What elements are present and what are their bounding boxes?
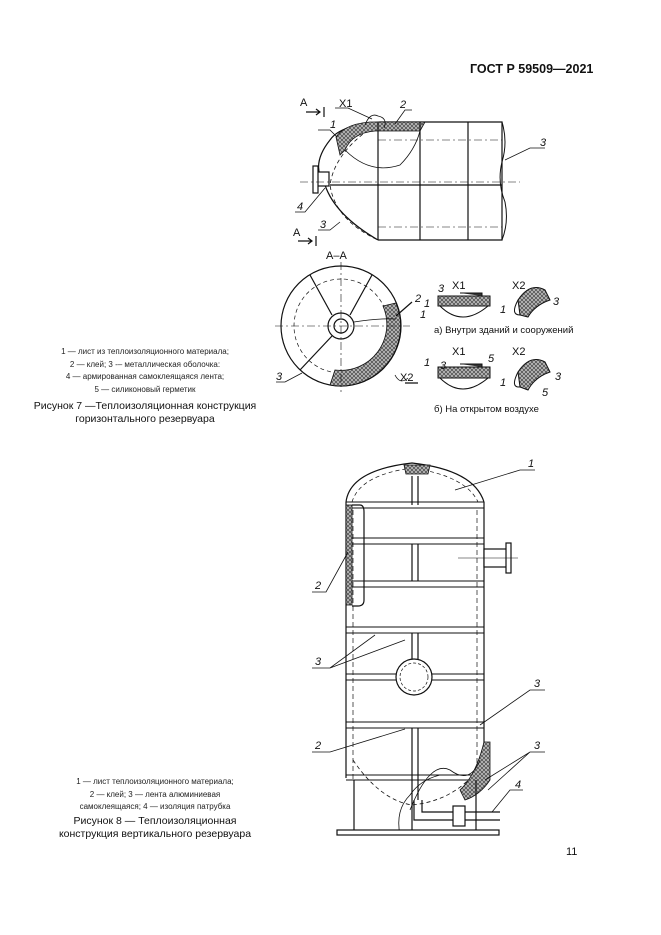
callout-2-section: 2 (415, 293, 422, 305)
legend-line: 1 — лист из теплоизоляционного материала; (61, 347, 229, 356)
callout-3-section: 3 (276, 371, 283, 383)
detail-b-x2-callout-5: 5 (542, 387, 549, 399)
detail-a-x2-callout-3: 3 (553, 296, 560, 308)
callout-4: 4 (297, 201, 304, 213)
detail-a-callout-3: 3 (438, 283, 445, 295)
callout-3b: 3 (320, 219, 327, 231)
caption-line: конструкция вертикального резервуара (58, 828, 252, 840)
callout-x2-section: Х2 (400, 372, 414, 384)
detail-b-callout-3: 3 (440, 360, 447, 372)
callout-1-section: 1 (420, 309, 427, 321)
caption-line: Рисунок 8 — Теплоизоляционная (73, 815, 237, 827)
detail-x2-label-a: Х2 (512, 280, 526, 292)
page-number: 11 (566, 846, 578, 858)
figure8-vertical-tank-drawing (312, 463, 545, 835)
legend-line: 1 — лист теплоизоляционного материала; (76, 777, 234, 786)
fig8-callout-2b: 2 (315, 740, 322, 752)
fig8-callout-2: 2 (315, 580, 322, 592)
caption-line: горизонтального резервуара (75, 413, 215, 425)
legend-line: 4 — армированная самоклеящаяся лента; (65, 372, 225, 381)
callout-2: 2 (400, 99, 407, 111)
detail-b-callout-1: 1 (424, 357, 431, 369)
detail-a-x2-callout-1: 1 (500, 304, 507, 316)
callout-x1: Х1 (339, 98, 353, 110)
figure8-legend (10, 776, 300, 814)
detail-x1-label-b: Х1 (452, 346, 466, 358)
caption-line: Рисунок 7 —Теплоизоляционная конструкция (33, 400, 257, 412)
document-standard-number: ГОСТ Р 59509—2021 (470, 62, 594, 76)
section-marker-bottom: А (293, 227, 301, 239)
detail-b-x2-callout-3: 3 (555, 371, 562, 383)
detail-a-callout-1: 1 (424, 298, 431, 310)
detail-views (438, 288, 550, 390)
detail-x1-label-a: Х1 (452, 280, 466, 292)
detail-x2-label-b: Х2 (512, 346, 526, 358)
legend-line: 2 — клей; 3 -– металлическая оболочка: (69, 359, 221, 369)
fig8-callout-3-bottom: 3 (534, 740, 541, 752)
section-aa-label: А–А (326, 250, 347, 262)
fig8-callout-4: 4 (515, 779, 522, 791)
figure7-caption (10, 400, 280, 426)
figure8-caption (10, 815, 300, 841)
section-aa-drawing (275, 262, 418, 392)
callout-3: 3 (540, 137, 547, 149)
subcaption-a: а) Внутри зданий и сооружений (434, 325, 574, 336)
callout-1: 1 (330, 119, 337, 131)
detail-b-callout-5: 5 (488, 353, 495, 365)
figure7-legend (10, 346, 280, 396)
fig8-callout-3-left: 3 (315, 656, 322, 668)
legend-line: 5 — силиконовый герметик (94, 384, 196, 394)
detail-b-x2-callout-1: 1 (500, 377, 507, 389)
subcaption-b: б) На открытом воздухе (434, 404, 539, 415)
legend-line: 2 — клей; 3 — лента алюминиевая (89, 789, 221, 799)
fig8-callout-1: 1 (528, 458, 535, 470)
section-marker-top: А (300, 97, 308, 109)
legend-line: самоклеящаяся; 4 — изоляция патрубка (79, 802, 231, 811)
fig8-callout-3-right: 3 (534, 678, 541, 690)
